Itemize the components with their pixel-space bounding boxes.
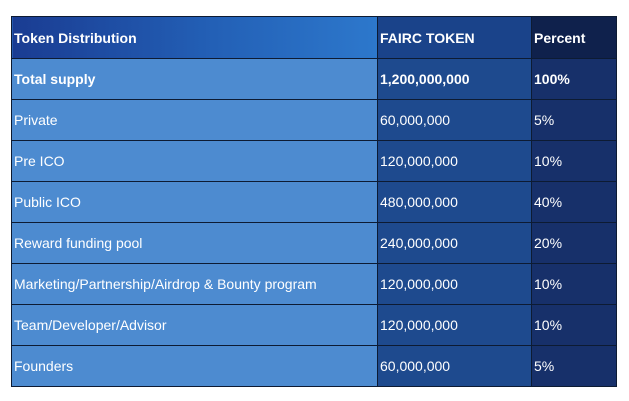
table-row: [12, 141, 617, 182]
table-row: [12, 100, 617, 141]
row-name: Private: [12, 100, 378, 141]
row-percent: 100%: [532, 59, 617, 100]
row-percent: 20%: [532, 223, 617, 264]
header-percent: Percent: [532, 17, 617, 59]
row-tokens: 60,000,000: [378, 100, 532, 141]
row-percent: 10%: [532, 264, 617, 305]
token-distribution-table: [11, 16, 617, 387]
header-token-distribution: Token Distribution: [12, 17, 378, 59]
table-row: [12, 223, 617, 264]
row-percent: 5%: [532, 100, 617, 141]
row-tokens: 120,000,000: [378, 141, 532, 182]
row-name: Public ICO: [12, 182, 378, 223]
row-tokens: 480,000,000: [378, 182, 532, 223]
row-name: Pre ICO: [12, 141, 378, 182]
row-tokens: 120,000,000: [378, 264, 532, 305]
row-name: Team/Developer/Advisor: [12, 305, 378, 346]
row-name: Founders: [12, 346, 378, 387]
table-row: [12, 305, 617, 346]
row-percent: 40%: [532, 182, 617, 223]
table-header-row: [12, 17, 617, 59]
table-row: [12, 264, 617, 305]
table-row: [12, 182, 617, 223]
table-row: [12, 346, 617, 387]
header-fairc-token: FAIRC TOKEN: [378, 17, 532, 59]
row-tokens: 1,200,000,000: [378, 59, 532, 100]
row-name: Total supply: [12, 59, 378, 100]
row-percent: 5%: [532, 346, 617, 387]
row-name: Reward funding pool: [12, 223, 378, 264]
row-percent: 10%: [532, 305, 617, 346]
row-name: Marketing/Partnership/Airdrop & Bounty program: [12, 264, 378, 305]
row-tokens: 120,000,000: [378, 305, 532, 346]
row-tokens: 240,000,000: [378, 223, 532, 264]
table-row: [12, 59, 617, 100]
row-tokens: 60,000,000: [378, 346, 532, 387]
row-percent: 10%: [532, 141, 617, 182]
